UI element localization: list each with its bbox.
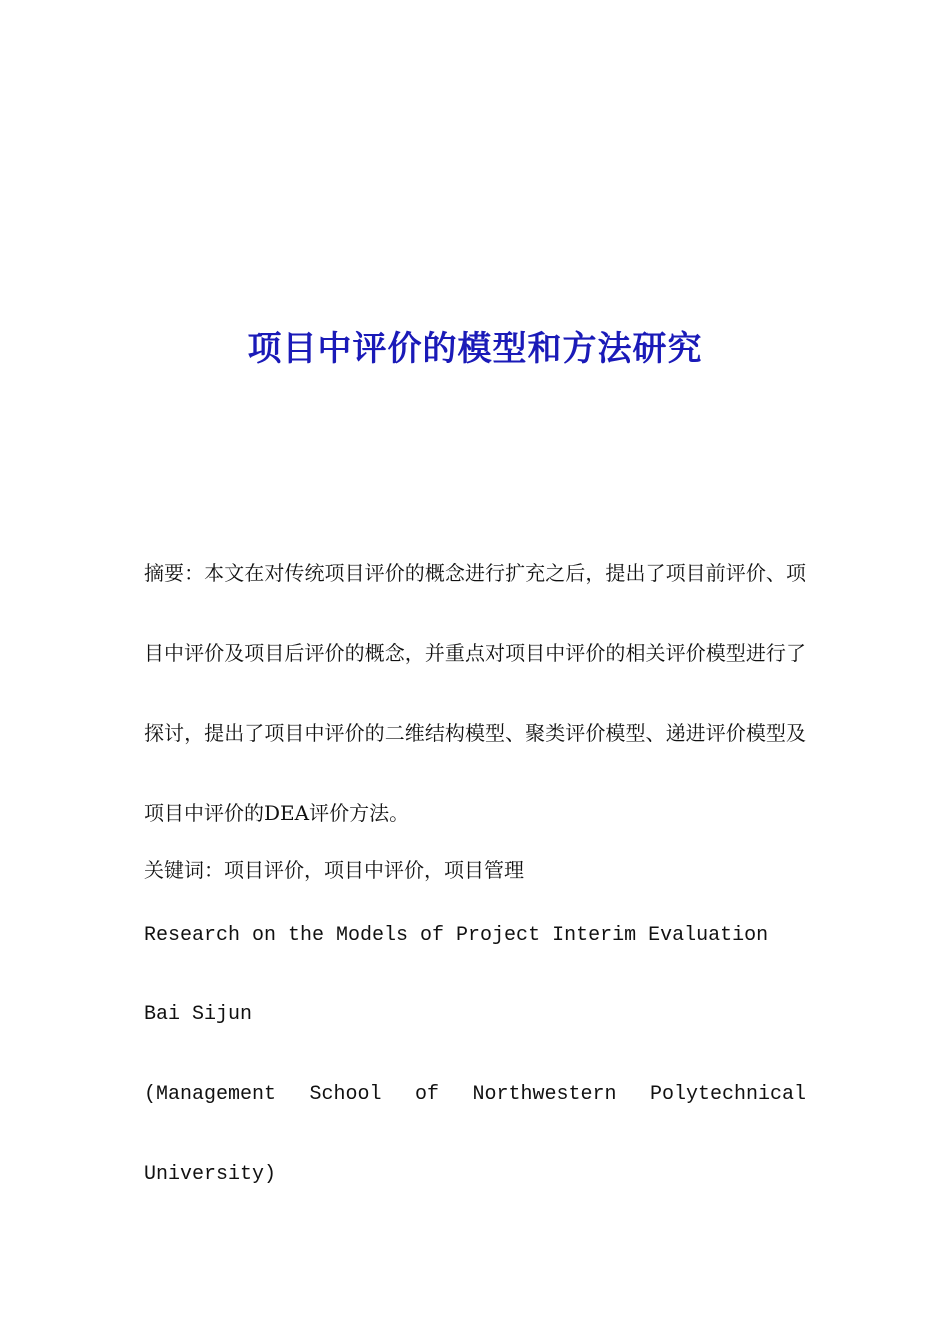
english-title: Research on the Models of Project Interim Evaluation [144,924,769,947]
document-title: 项目中评价的模型和方法研究 [247,329,703,369]
affiliation-word: School [309,1083,382,1106]
affiliation-line-1 [144,1055,806,1135]
abstract-paragraph: 摘要：本文在对传统项目评价的概念进行扩充之后，提出了项目前评价、项目中评价及项目后评价的概念，并重点对项目中评价的相关评价模型进行了探讨，提出了项目中评价的二维结构模型、聚类评价模型、递进评价模型及项目中评价的DEA评价方法。 [144,561,806,825]
affiliation-word: (Management [144,1083,277,1106]
affiliation [144,1055,806,1215]
affiliation-line-2: University) [144,1163,277,1186]
affiliation-word: Northwestern [472,1083,617,1106]
affiliation-word: of [414,1083,439,1106]
keywords-line: 关键词：项目评价，项目中评价，项目管理 [144,858,524,882]
affiliation-word: Polytechnical [649,1083,806,1106]
author-name: Bai Sijun [144,1003,253,1026]
